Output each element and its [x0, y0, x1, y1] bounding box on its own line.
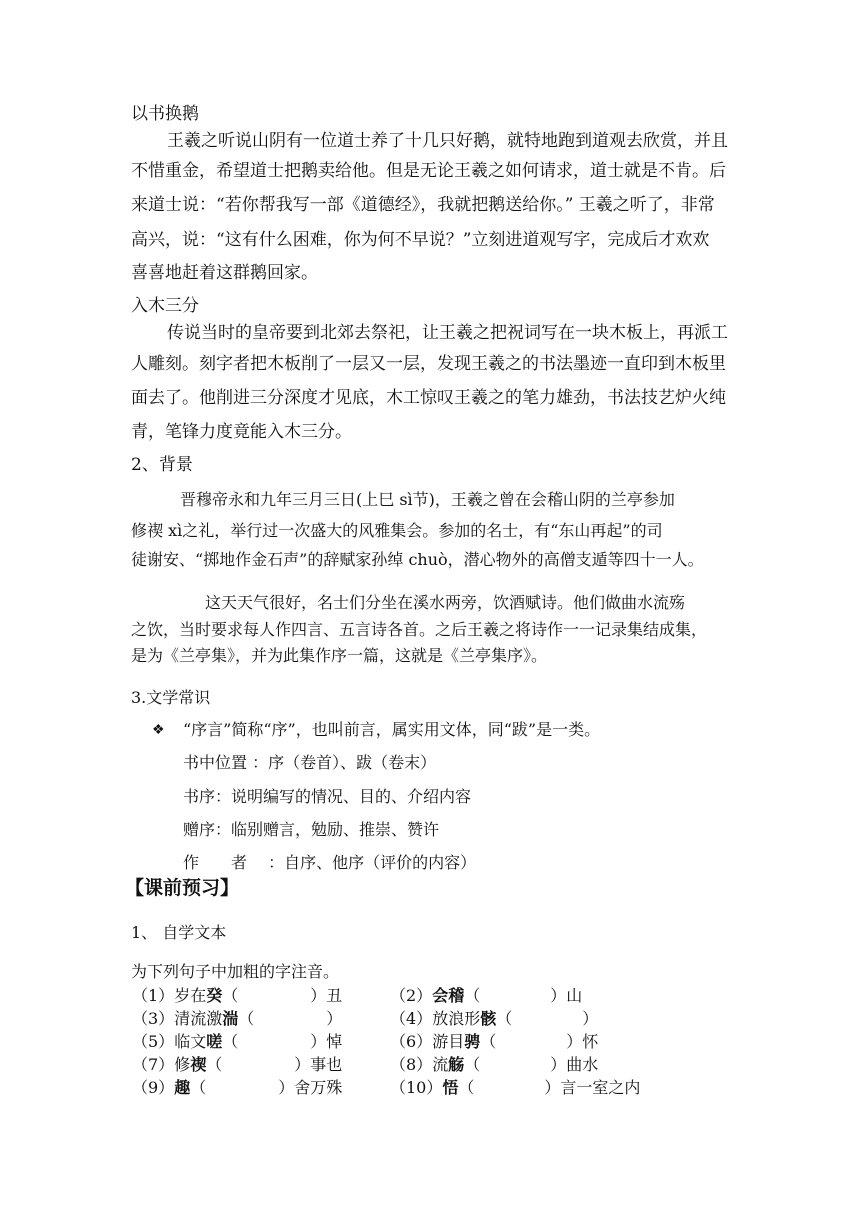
story1-line: 王羲之听说山阴有一位道士养了十几只好鹅，就特地跑到道观去欣赏，并且 [167, 131, 728, 151]
bold-character: 觞 [448, 1055, 465, 1074]
bold-character: 骸 [480, 1009, 497, 1028]
instruction-text: 为下列句子中加粗的字注音。 [131, 962, 340, 981]
exercise-item: （10）悟（ ）言一室之内 [390, 1078, 641, 1097]
bold-character: 湍 [222, 1009, 239, 1028]
story1-line: 来道士说：“若你帮我写一部《道德经》，我就把鹅送给你。” 王羲之听了，非常 [131, 195, 715, 215]
story2-line: 人雕刻。刻字者把木板削了一层又一层，发现王羲之的书法墨迹一直印到木板里 [131, 354, 726, 374]
background-line: 徒谢安、“掷地作金石声”的辞赋家孙绰 chuò，潜心物外的高僧支遁等四十一人。 [131, 550, 704, 569]
exercise-item: （4）放浪形骸（ ） [390, 1009, 599, 1028]
exercise-item: （5）临文嗟（ ）悼 [132, 1032, 343, 1051]
story2-title: 入木三分 [131, 296, 199, 316]
exercise-item: （3）清流激湍（ ） [132, 1009, 343, 1028]
background-line: 修禊 xì之礼，举行过一次盛大的风雅集会。参加的名士，有“东山再起”的司 [131, 521, 663, 540]
exercise-row [132, 1006, 640, 1029]
bold-character: 禊 [190, 1055, 207, 1074]
diamond-bullet-icon: ❖ [152, 722, 165, 738]
exercise-item: （8）流觞（ ）曲水 [390, 1055, 599, 1074]
bold-character: 骋 [464, 1032, 481, 1051]
exercise-row [132, 1029, 640, 1052]
story1-line: 高兴，说：“这有什么困难，你为何不早说？”立刻进道观写字，完成后才欢欢 [131, 230, 710, 250]
background-title: 2、背景 [131, 455, 193, 475]
story2-line: 面去了。他削进三分深度才见底，木工惊叹王羲之的笔力雄劲，书法技艺炉火纯 [131, 388, 726, 408]
bold-character: 悟 [442, 1078, 459, 1097]
literature-item: 书序：说明编写的情况、目的、介绍内容 [183, 787, 472, 806]
bold-character: 癸 [206, 986, 223, 1005]
self-study-title: 1、 自学文本 [131, 923, 227, 942]
story2-line: 传说当时的皇帝要到北郊去祭祀，让王羲之把祝词写在一块木板上，再派工 [167, 323, 728, 343]
preview-heading: 【课前预习】 [125, 877, 240, 899]
bold-character: 嗟 [206, 1032, 223, 1051]
exercise-row [132, 1052, 640, 1075]
exercise-table [132, 983, 640, 1098]
literature-item: 作 者 ：自序、他序（评价的内容） [183, 853, 477, 872]
background-line: 这天天气很好，名士们分坐在溪水两旁，饮酒赋诗。他们做曲水流殇 [205, 593, 686, 612]
background-line: 是为《兰亭集》，并为此集作序一篇，这就是《兰亭集序》。 [131, 646, 548, 665]
bold-character: 会稽 [432, 986, 465, 1005]
bold-character: 趣 [174, 1078, 191, 1097]
literature-item: 书中位置 ：序（卷首）、跋（卷末） [183, 753, 437, 772]
story1-line: 不惜重金，希望道士把鹅卖给他。但是无论王羲之如何请求，道士就是不肯。后 [131, 161, 726, 181]
literature-item: 赠序：临别赠言，勉励、推崇、赞许 [183, 820, 440, 839]
exercise-item: （6）游目骋（ ）怀 [390, 1032, 599, 1051]
story1-title: 以书换鹅 [131, 104, 199, 124]
background-line: 晋穆帝永和九年三月三日(上巳 sì节)，王羲之曾在会稽山阴的兰亭参加 [180, 490, 675, 509]
background-line: 之饮，当时要求每人作四言、五言诗各首。之后王羲之将诗作一一记录集结成集， [131, 620, 708, 639]
exercise-row [132, 1075, 640, 1098]
story2-line: 青，笔锋力度竟能入木三分。 [131, 422, 352, 442]
story1-line: 喜喜地赶着这群鹅回家。 [131, 263, 318, 283]
exercise-row [132, 983, 640, 1006]
literature-title: 3.文学常识 [131, 688, 211, 707]
exercise-item: （9）趣（ ）舍万殊 [132, 1078, 343, 1097]
exercise-item: （2）会稽（ ）山 [390, 986, 583, 1005]
exercise-item: （1）岁在癸（ ）丑 [132, 986, 343, 1005]
exercise-item: （7）修禊（ ）事也 [132, 1055, 343, 1074]
literature-bullet: “序言”简称“序”，也叫前言，属实用文体，同“跋”是一类。 [183, 720, 601, 739]
